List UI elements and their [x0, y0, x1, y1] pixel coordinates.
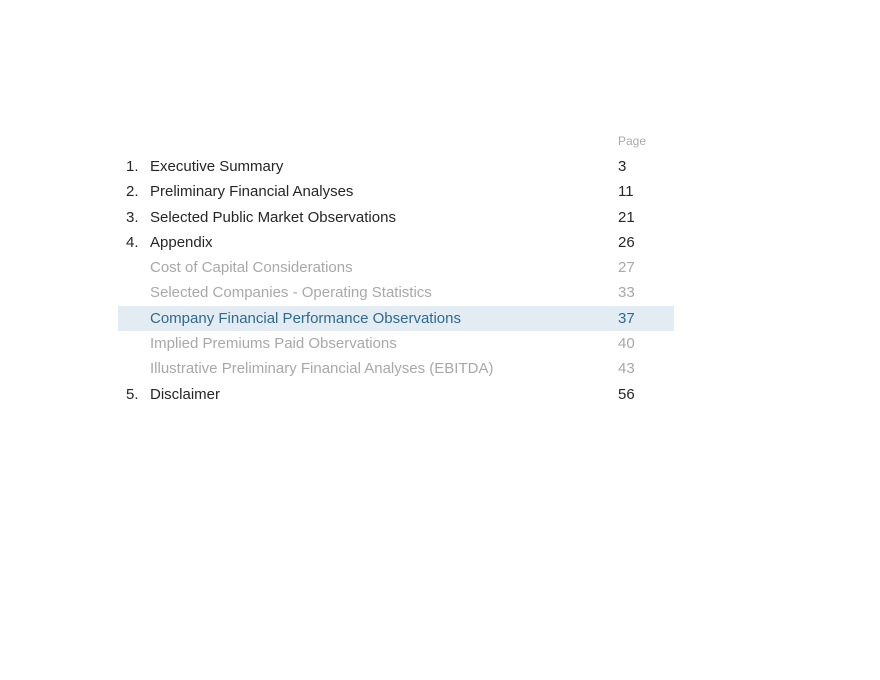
- toc-item-title: Executive Summary: [150, 158, 284, 175]
- toc-item-preliminary-financial-analyses[interactable]: [118, 179, 674, 204]
- toc-item-title: Selected Public Market Observations: [150, 208, 396, 226]
- toc-subitem-page: 43: [618, 360, 635, 378]
- toc-subitem-page: 33: [618, 284, 635, 302]
- toc-subitem-illustrative-ebitda[interactable]: [118, 356, 674, 381]
- toc-item-page: 11: [618, 183, 634, 201]
- toc-item-selected-public-market-observations[interactable]: [118, 205, 674, 230]
- page-column-header: [118, 130, 674, 154]
- toc-item-executive-summary[interactable]: [118, 154, 674, 179]
- toc-item-number: 2.: [126, 183, 139, 201]
- toc-item-page: 21: [618, 208, 635, 226]
- toc-item-title: Appendix: [150, 233, 213, 251]
- toc-item-page: 26: [618, 233, 635, 251]
- toc-subitem-title: Selected Companies - Operating Statistics: [150, 284, 432, 302]
- toc-subitem-cost-of-capital[interactable]: [118, 255, 674, 280]
- toc-subitem-title: Company Financial Performance Observations: [150, 309, 461, 327]
- toc-item-disclaimer[interactable]: [118, 382, 674, 407]
- toc-subitem-title: Illustrative Preliminary Financial Analyses (EBITDA): [150, 360, 494, 378]
- toc-item-number: 4.: [126, 233, 139, 251]
- toc-item-page: 56: [618, 385, 635, 403]
- toc-subitem-title: Cost of Capital Considerations: [150, 259, 353, 277]
- page-column-label: Page: [618, 134, 647, 148]
- toc-item-page: 3: [618, 158, 627, 175]
- toc-item-number: 5.: [126, 385, 139, 403]
- toc-item-number: 3.: [126, 208, 139, 226]
- toc-item-appendix[interactable]: [118, 230, 674, 255]
- toc-subitem-title: Implied Premiums Paid Observations: [150, 335, 397, 353]
- toc-subitem-implied-premiums[interactable]: [118, 331, 674, 356]
- toc-item-number: 1.: [126, 158, 139, 175]
- table-of-contents: [118, 130, 674, 407]
- toc-subitem-operating-statistics[interactable]: [118, 280, 674, 305]
- toc-subitem-page: 40: [618, 335, 635, 353]
- toc-item-title: Preliminary Financial Analyses: [150, 183, 354, 201]
- toc-subitem-page: 37: [618, 309, 635, 327]
- toc-subitem-company-financial-performance-active[interactable]: [118, 306, 674, 331]
- toc-item-title: Disclaimer: [150, 385, 221, 403]
- toc-subitem-page: 27: [618, 259, 635, 277]
